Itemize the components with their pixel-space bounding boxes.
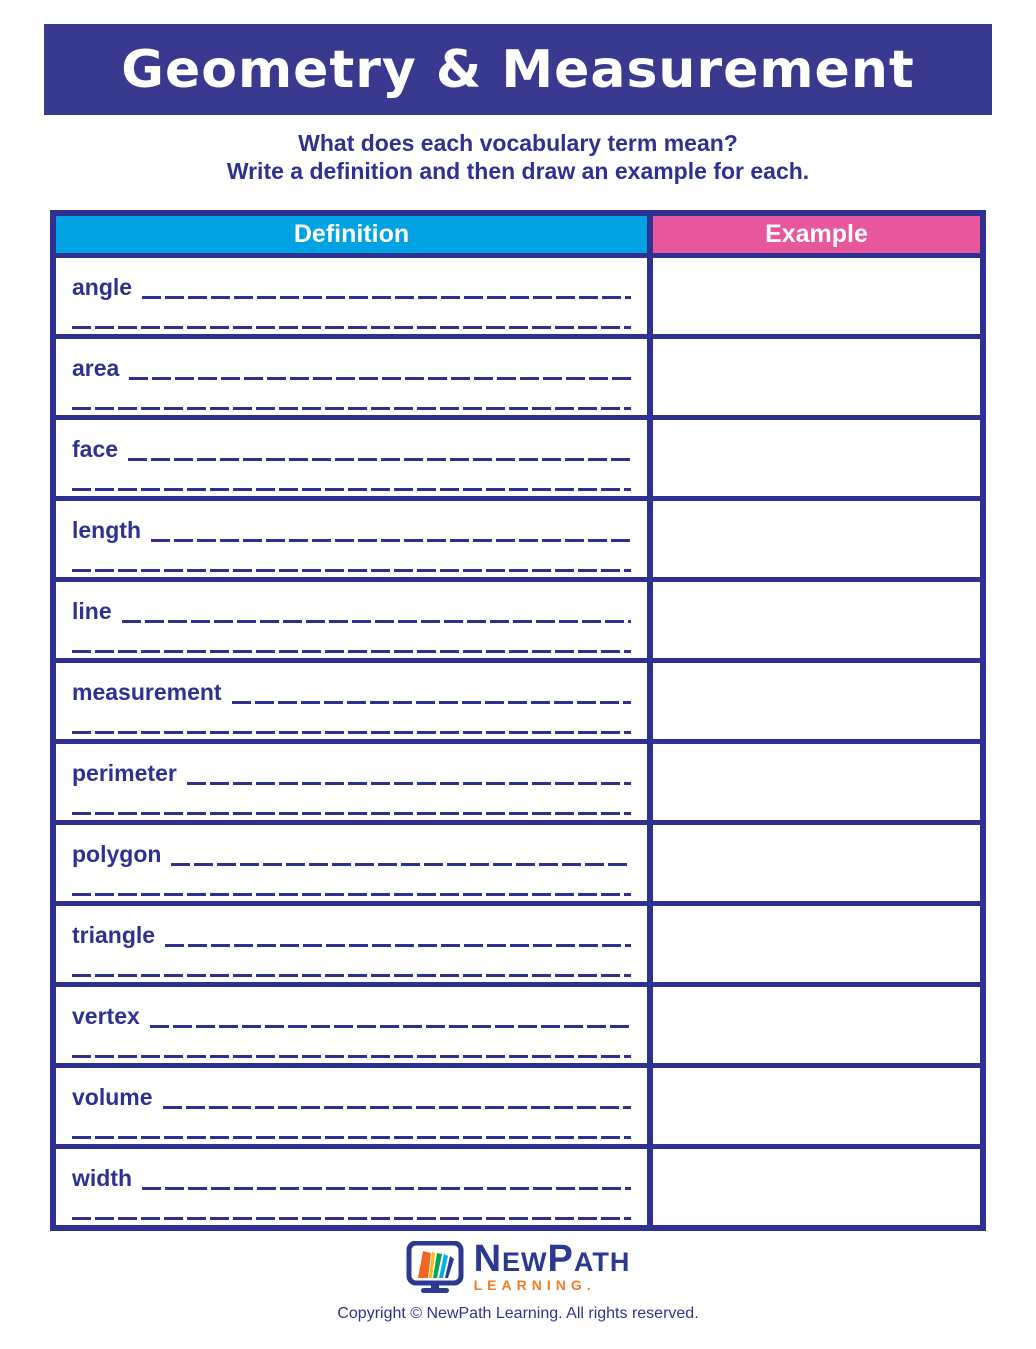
term-label: area — [72, 355, 120, 381]
definition-blank-line-1 — [187, 782, 631, 785]
term-row — [56, 501, 647, 543]
term-row — [56, 744, 647, 786]
page-title: Geometry & Measurement — [121, 39, 915, 100]
definition-cell — [56, 582, 647, 663]
definition-blank-line-1 — [171, 863, 631, 866]
term-row — [56, 1149, 647, 1191]
term-row — [56, 987, 647, 1029]
term-label: angle — [72, 274, 133, 300]
term-row — [56, 258, 647, 300]
definition-blank-line-2 — [72, 1217, 631, 1220]
example-cell — [647, 258, 980, 339]
definition-blank-line-1 — [232, 701, 631, 704]
definition-blank-line-2 — [72, 731, 631, 734]
instructions-line-1: What does each vocabulary term mean? — [298, 130, 738, 156]
example-cell — [647, 501, 980, 582]
definition-blank-line-2 — [72, 893, 631, 896]
definition-cell — [56, 1068, 647, 1149]
term-row — [56, 339, 647, 381]
example-cell — [647, 420, 980, 501]
header-banner — [44, 24, 992, 115]
definition-blank-line-2 — [72, 488, 631, 491]
definition-blank-line-1 — [122, 620, 631, 623]
term-row — [56, 825, 647, 867]
definition-cell — [56, 339, 647, 420]
example-cell — [647, 825, 980, 906]
definition-cell — [56, 663, 647, 744]
definition-blank-line-1 — [165, 944, 631, 947]
term-row — [56, 420, 647, 462]
term-label: triangle — [72, 922, 156, 948]
example-cell — [647, 744, 980, 825]
example-cell — [647, 1068, 980, 1149]
instructions-line-2: Write a definition and then draw an example for each. — [226, 158, 810, 184]
definition-cell — [56, 906, 647, 987]
term-label: perimeter — [72, 760, 177, 786]
term-row — [56, 582, 647, 624]
column-header-definition: Definition — [56, 216, 647, 258]
vocab-table — [50, 210, 986, 1231]
definition-blank-line-2 — [72, 650, 631, 653]
definition-blank-line-2 — [72, 407, 631, 410]
definition-blank-line-1 — [163, 1106, 631, 1109]
definition-cell — [56, 987, 647, 1068]
term-label: face — [72, 436, 119, 462]
definition-blank-line-2 — [72, 974, 631, 977]
term-label: vertex — [72, 1003, 140, 1029]
definition-blank-line-2 — [72, 569, 631, 572]
definition-blank-line-1 — [142, 296, 631, 299]
footer — [0, 1238, 1036, 1323]
definition-cell — [56, 420, 647, 501]
example-cell — [647, 663, 980, 744]
definition-blank-line-1 — [150, 1025, 631, 1028]
term-row — [56, 1068, 647, 1110]
term-label: polygon — [72, 841, 162, 867]
term-label: volume — [72, 1084, 153, 1110]
monitor-books-icon — [406, 1241, 466, 1295]
definition-cell — [56, 258, 647, 339]
term-label: measurement — [72, 679, 222, 705]
definition-cell — [56, 744, 647, 825]
term-row — [56, 663, 647, 705]
definition-blank-line-1 — [142, 1187, 631, 1190]
definition-cell — [56, 501, 647, 582]
example-cell — [647, 1149, 980, 1225]
instructions — [0, 129, 1036, 185]
definition-cell — [56, 1149, 647, 1225]
definition-cell — [56, 825, 647, 906]
definition-blank-line-2 — [72, 1136, 631, 1139]
example-cell — [647, 987, 980, 1068]
newpath-logo — [406, 1238, 631, 1295]
worksheet-page — [0, 24, 1036, 1323]
column-header-example: Example — [647, 216, 980, 258]
term-row — [56, 906, 647, 948]
definition-blank-line-1 — [128, 458, 631, 461]
definition-blank-line-2 — [72, 326, 631, 329]
term-label: width — [72, 1165, 133, 1191]
logo-subtitle: LEARNING. — [473, 1277, 596, 1293]
definition-blank-line-2 — [72, 812, 631, 815]
term-label: length — [72, 517, 141, 543]
term-label: line — [72, 598, 112, 624]
definition-blank-line-1 — [129, 377, 631, 380]
logo-name: NewPath — [473, 1238, 631, 1280]
definition-blank-line-2 — [72, 1055, 631, 1058]
example-cell — [647, 906, 980, 987]
definition-blank-line-1 — [151, 539, 631, 542]
example-cell — [647, 582, 980, 663]
logo-text — [473, 1238, 631, 1293]
example-cell — [647, 339, 980, 420]
copyright-text: Copyright © NewPath Learning. All rights reserved. — [337, 1305, 699, 1322]
